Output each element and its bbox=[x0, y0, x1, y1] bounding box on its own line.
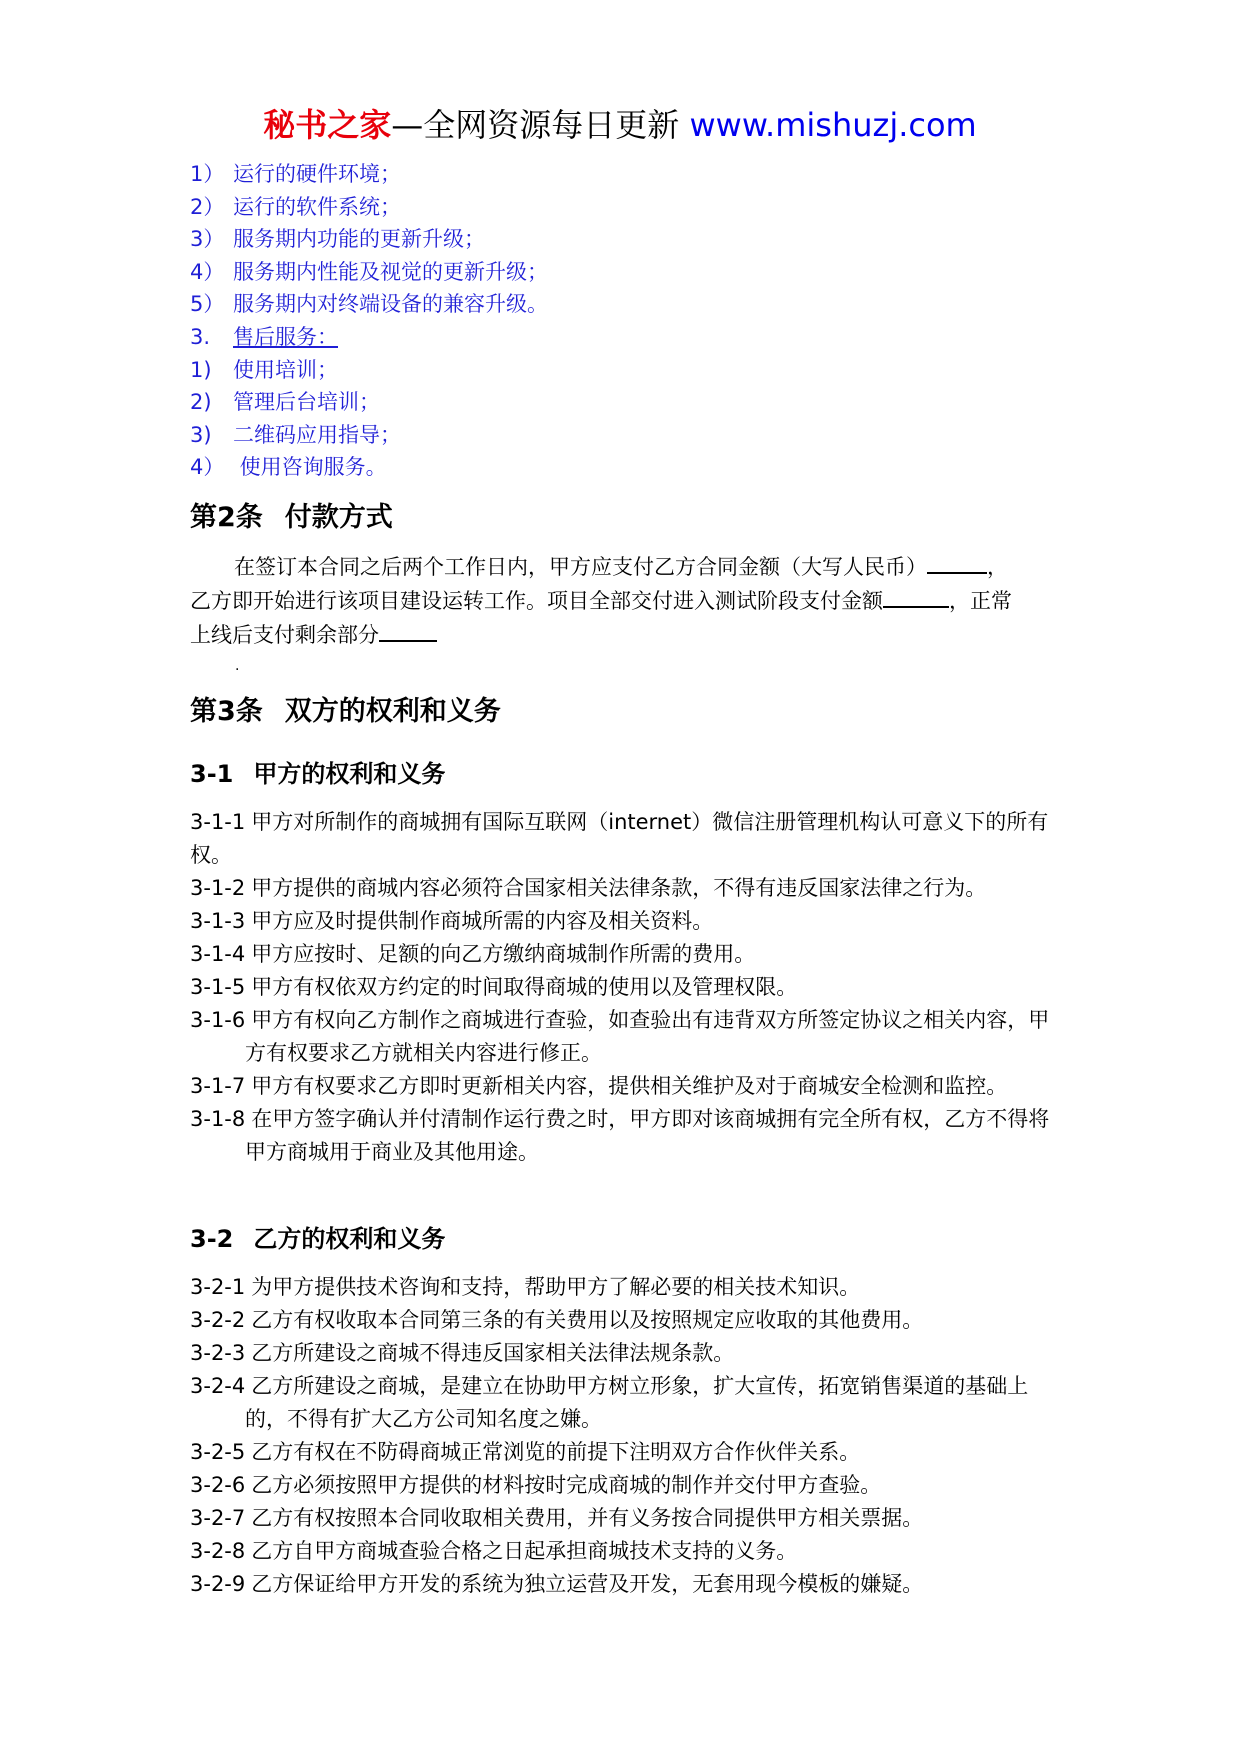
clause: 3-1-4 甲方应按时、足额的向乙方缴纳商城制作所需的费用。 bbox=[190, 941, 756, 966]
article-3-heading: 第3条 双方的权利和义务 bbox=[190, 695, 501, 727]
list-item: 1） 运行的硬件环境； bbox=[190, 162, 401, 186]
banner-tagline: —全网资源每日更新 bbox=[391, 106, 690, 144]
list-item: 3) 二维码应用指导； bbox=[190, 422, 401, 447]
clause: 3-2-6 乙方必须按照甲方提供的材料按时完成商城的制作并交付甲方查验。 bbox=[190, 1472, 882, 1497]
banner-url-link[interactable]: www.mishuzj.com bbox=[689, 106, 977, 144]
after-sales-heading: 3. 售后服务： bbox=[190, 324, 338, 349]
payment-paragraph: 在签订本合同之后两个工作日内，甲方应支付乙方合同金额（大写人民币） ， 乙方即开始进行该项目建设运转工作。项目全部交付进入测试阶段支付金额 ，正常 上线后支付剩余部分 bbox=[190, 550, 1070, 652]
clause: 3-2-2 乙方有权收取本合同第三条的有关费用以及按照规定应收取的其他费用。 bbox=[190, 1307, 924, 1332]
list-item: 3） 服务期内功能的更新升级； bbox=[190, 227, 485, 252]
section-3-2-heading: 3-2 乙方的权利和义务 bbox=[190, 1224, 446, 1253]
clause: 3-2-8 乙方自甲方商城查验合格之日起承担商城技术支持的义务。 bbox=[190, 1538, 798, 1563]
banner-brand: 秘书之家 bbox=[263, 106, 392, 144]
clause: 3-2-9 乙方保证给甲方开发的系统为独立运营及开发，无套用现今模板的嫌疑。 bbox=[190, 1571, 924, 1596]
clause: 3-2-3 乙方所建设之商城不得违反国家相关法律法规条款。 bbox=[190, 1340, 735, 1365]
document-body bbox=[190, 158, 1070, 1601]
clause: 3-1-7 甲方有权要求乙方即时更新相关内容，提供相关维护及对于商城安全检测和监控。 bbox=[190, 1073, 1008, 1098]
after-sales-link[interactable]: 售后服务： bbox=[233, 324, 338, 349]
clause: 3-2-1 为甲方提供技术咨询和支持，帮助甲方了解必要的相关技术知识。 bbox=[190, 1274, 861, 1299]
list-item: 2） 运行的软件系统； bbox=[190, 194, 401, 219]
amount-blank-3 bbox=[379, 618, 437, 642]
clause: 3-2-4 乙方所建设之商城，是建立在协助甲方树立形象，扩大宣传，拓宽销售渠道的基础上的，不得有扩大乙方公司知名度之嫌。 bbox=[190, 1373, 1029, 1431]
clause: 3-2-5 乙方有权在不防碍商城正常浏览的前提下注明双方合作伙伴关系。 bbox=[190, 1439, 861, 1464]
list-item: 4） 使用咨询服务。 bbox=[190, 455, 387, 480]
list-item: 1) 使用培训； bbox=[190, 357, 338, 382]
service-list bbox=[190, 158, 1070, 484]
article-2-heading: 第2条 付款方式 bbox=[190, 501, 393, 533]
amount-blank-2 bbox=[883, 584, 949, 608]
list-item: 4） 服务期内性能及视觉的更新升级； bbox=[190, 259, 548, 284]
section-3-2-clauses bbox=[190, 1271, 1070, 1601]
list-item: 2) 管理后台培训； bbox=[190, 390, 380, 415]
clause: 3-1-8 在甲方签字确认并付清制作运行费之时，甲方即对该商城拥有完全所有权，乙方不得将甲方商城用于商业及其他用途。 bbox=[190, 1106, 1050, 1164]
section-3-1-heading: 3-1 甲方的权利和义务 bbox=[190, 759, 446, 788]
list-item: 5） 服务期内对终端设备的兼容升级。 bbox=[190, 292, 548, 317]
amount-blank-1 bbox=[927, 550, 987, 574]
clause: 3-2-7 乙方有权按照本合同收取相关费用，并有义务按合同提供甲方相关票据。 bbox=[190, 1505, 924, 1530]
section-3-1-clauses bbox=[190, 806, 1070, 1169]
clause: 3-1-1 甲方对所制作的商城拥有国际互联网（internet）微信注册管理机构认可意义下的所有权。 bbox=[190, 809, 1049, 867]
clause: 3-1-2 甲方提供的商城内容必须符合国家相关法律条款，不得有违反国家法律之行为。 bbox=[190, 875, 987, 900]
site-banner bbox=[0, 103, 1240, 147]
stray-dot: . bbox=[235, 657, 240, 674]
clause: 3-1-3 甲方应及时提供制作商城所需的内容及相关资料。 bbox=[190, 908, 714, 933]
clause: 3-1-5 甲方有权依双方约定的时间取得商城的使用以及管理权限。 bbox=[190, 974, 798, 999]
clause: 3-1-6 甲方有权向乙方制作之商城进行查验，如查验出有违背双方所签定协议之相关内容，甲方有权要求乙方就相关内容进行修正。 bbox=[190, 1007, 1050, 1065]
